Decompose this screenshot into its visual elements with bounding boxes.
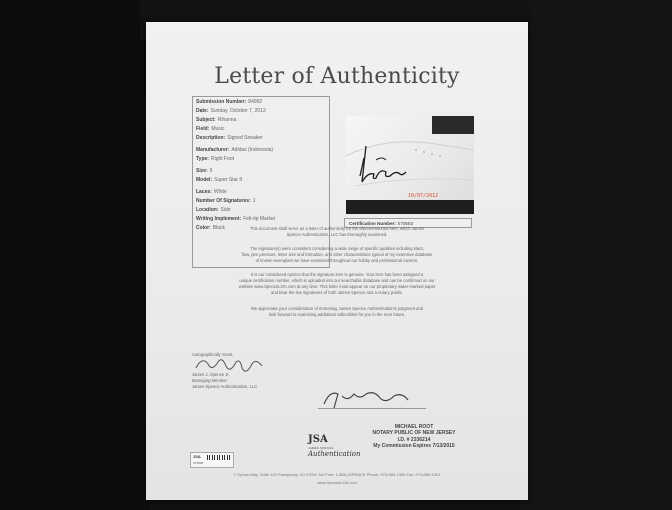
- paragraph-line: The signature(s) were consistent considering a wide range of specific qualities including slant,: [250, 246, 424, 251]
- info-label: Date:: [196, 108, 209, 114]
- paragraph-line: This document shall serve as a letter of authenticity for the aforementioned item, which James: [249, 226, 425, 231]
- paragraph-line: website www.SpenceLOA.com at any time. This letter must appear on our proprietary water-marked paper: [238, 284, 436, 289]
- letter-of-authenticity-document: [146, 22, 528, 500]
- footer-address: 2 Sylvan Way, Suite 102 Parsippany, NJ 07054 Toll Free: 1-888-JSPENCE Phone: 973-889-1300 Fax: 973-889-1301: [233, 472, 441, 477]
- photo-date-stamp: 10/07/2012: [408, 193, 439, 199]
- info-value: Super Star II: [214, 177, 243, 183]
- authenticator-role: Managing Member: [192, 378, 227, 383]
- info-label: Description:: [196, 135, 226, 141]
- paragraph-line: It is our considered opinion that the signature item is genuine. Your item has been assigned a: [250, 272, 424, 277]
- jsa-authentication-logo: [306, 434, 366, 464]
- footer-website: www.SpenceLOA.com: [317, 480, 357, 485]
- sticker-number: X70583: [193, 461, 204, 465]
- info-value: Music: [211, 126, 225, 132]
- notary-id: I.D. # 2336214: [397, 436, 431, 443]
- info-label: Type:: [196, 156, 209, 162]
- info-label: Model:: [196, 177, 213, 183]
- info-value: Sunday, October 7, 2012: [210, 108, 266, 114]
- logo-word: Authentication: [308, 450, 361, 458]
- info-value: White: [213, 189, 227, 195]
- notary-stamp: [354, 424, 474, 449]
- info-row: [196, 147, 273, 153]
- info-label: Color:: [196, 225, 211, 231]
- info-label: Size:: [196, 168, 208, 174]
- certification-value: X70583: [397, 221, 414, 226]
- info-label: Subject:: [196, 117, 216, 123]
- closing-text: Autographically Yours,: [192, 352, 234, 357]
- info-value: 9: [209, 168, 213, 174]
- paragraph-opinion: [146, 272, 528, 296]
- photo-floor-shadow: [346, 200, 474, 214]
- paragraph-line: flow, pen pressure, letter size and formation, and other characteristics typical of my extensive database: [241, 252, 433, 257]
- info-row: [196, 207, 231, 213]
- certification-label: Certification Number:: [349, 221, 396, 226]
- info-value: 84992: [248, 99, 263, 105]
- info-row: [196, 126, 224, 132]
- signed-item-photo: [346, 116, 474, 214]
- info-row: [196, 108, 266, 114]
- info-value: Felt-tip Marker: [243, 216, 276, 222]
- paragraph-line: of known exemplars we have examined throughout our hobby and professional careers.: [255, 258, 419, 263]
- info-row: [196, 117, 236, 123]
- fine-print-line: [326, 352, 327, 356]
- info-label: Field:: [196, 126, 210, 132]
- document-title: Letter of Authenticity: [214, 64, 460, 89]
- barcode-icon: [207, 455, 231, 460]
- notary-expiry: My Commission Expires 7/13/2015: [373, 442, 455, 449]
- info-value: Signed Sneaker: [227, 135, 263, 141]
- info-row: [196, 135, 263, 141]
- notary-name: MICHAEL ROOT: [394, 424, 434, 430]
- info-row: [196, 99, 262, 105]
- info-label: Number Of Signatures:: [196, 198, 251, 204]
- paragraph-line: look forward to examining additional collectibles for you in the near future.: [268, 312, 406, 317]
- info-label: Submission Number:: [196, 99, 247, 105]
- info-row: [196, 198, 256, 204]
- info-label: Laces:: [196, 189, 212, 195]
- info-row: [196, 189, 227, 195]
- paragraph-closing: [146, 306, 528, 318]
- info-value: 1: [252, 198, 256, 204]
- info-value: Rihanna: [217, 117, 237, 123]
- info-row: [196, 156, 234, 162]
- authenticator-name: James J. Spence Jr.: [192, 372, 230, 377]
- info-row: [196, 168, 212, 174]
- paragraph-intro: [146, 226, 528, 238]
- authenticator-signature-block: [192, 352, 272, 390]
- background-cloth-left: [0, 0, 150, 510]
- notary-signature: [318, 386, 428, 410]
- logo-brand: JSA: [308, 434, 328, 445]
- paragraph-line: Spence Authentication, LLC has thoroughly examined.: [286, 232, 388, 237]
- paragraph-line: We appreciate your consideration of entrusting James Spence Authentication's judgment and: [250, 306, 424, 311]
- info-value: Right Foot: [210, 156, 235, 162]
- jsa-hologram-sticker: [190, 452, 234, 468]
- logo-subtitle: JAMES SPENCE: [308, 446, 334, 450]
- info-row: [196, 216, 275, 222]
- authenticator-company: James Spence Authentication, LLC: [192, 384, 258, 389]
- info-label: Manufacturer:: [196, 147, 230, 153]
- paragraph-analysis: [146, 246, 528, 264]
- sticker-brand: JSA: [193, 454, 201, 459]
- info-row: [196, 177, 242, 183]
- notary-title: NOTARY PUBLIC OF NEW JERSEY: [372, 430, 456, 437]
- info-value: Black: [212, 225, 225, 231]
- paragraph-line: unique certification number, which is uploaded into our searchable database and can be confirmed on our: [239, 278, 435, 283]
- submission-info-box: [192, 96, 330, 268]
- info-label: Writing Implement:: [196, 216, 242, 222]
- background-cloth-right: [520, 0, 672, 510]
- info-value: Side: [220, 207, 231, 213]
- info-value: Adidas (Indonesia): [231, 147, 274, 153]
- info-label: Location:: [196, 207, 219, 213]
- paragraph-line: and bear the live signatures of both James Spence and a notary public.: [271, 290, 403, 295]
- notary-signature-area: [318, 352, 478, 408]
